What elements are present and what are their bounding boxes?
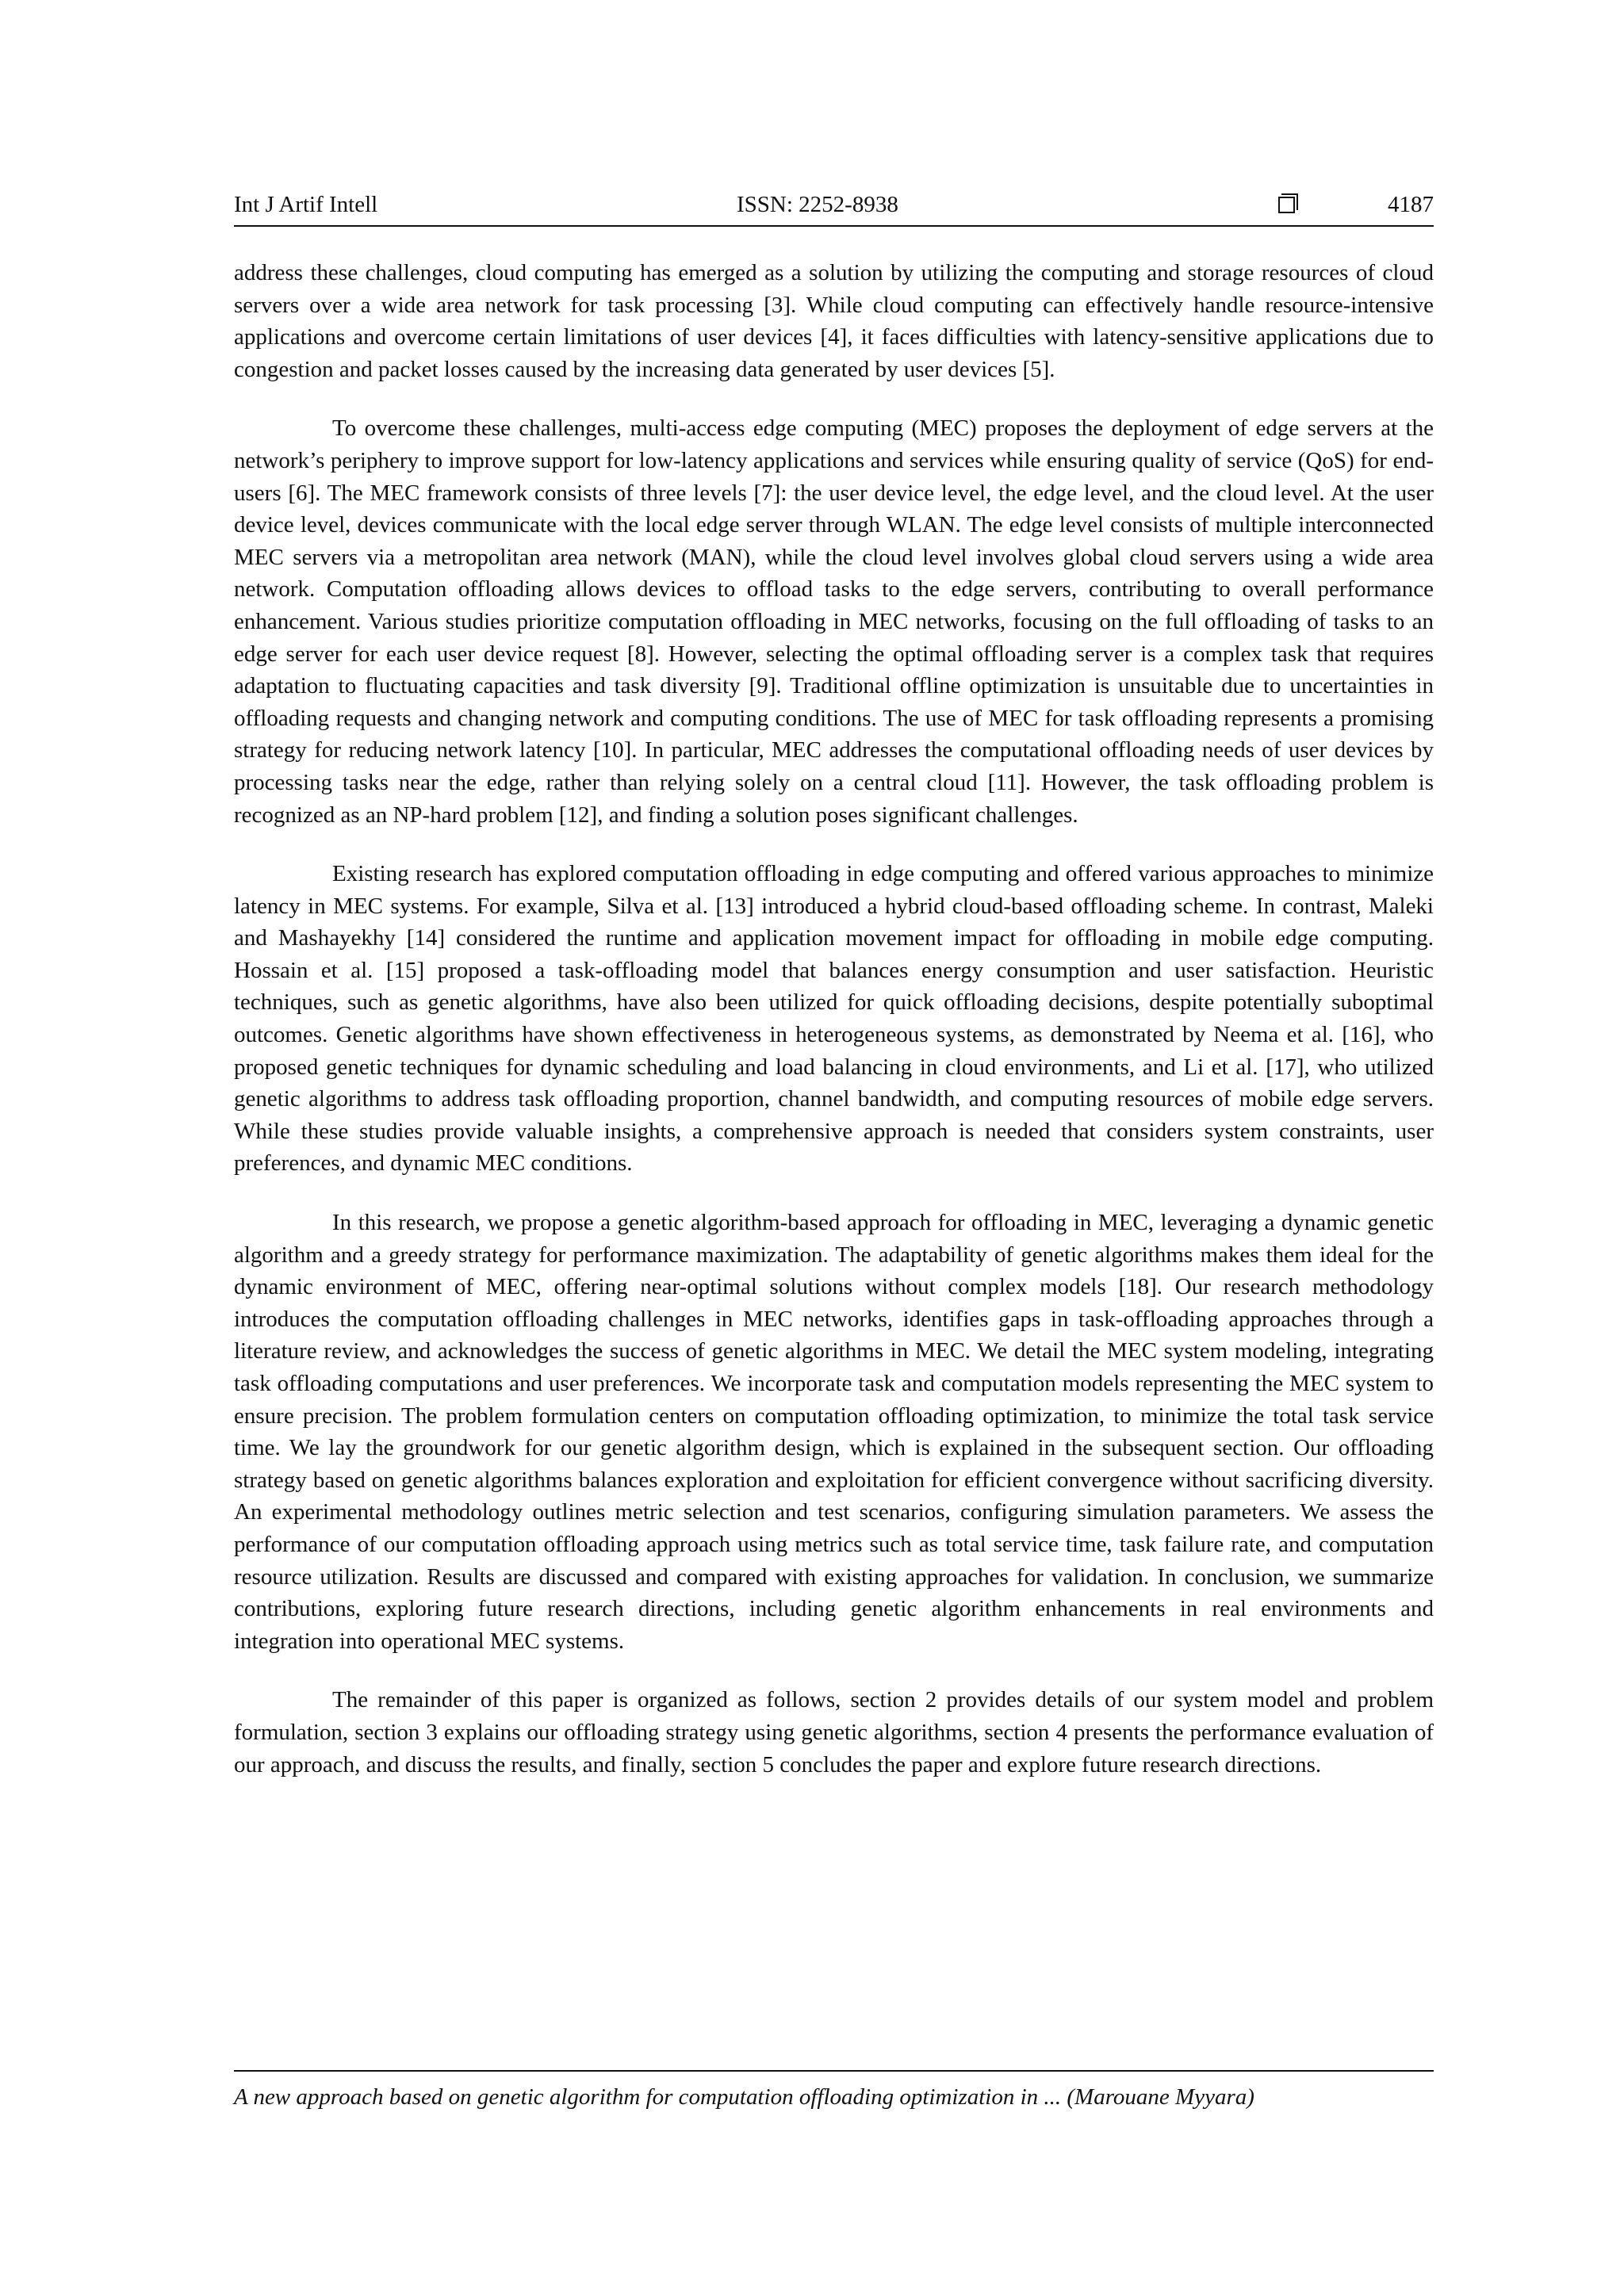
paragraph-4: In this research, we propose a genetic algorithm-based approach for offloading in MEC, leveraging a dynamic genetic algorithm and a greedy strategy for performance maximization. The adaptability of genetic algorithms makes them ideal for the dynamic environment of MEC, offering near-optimal solutions without complex models [18]. Our research methodology introduces the computation offloading challenges in MEC networks, identifies gaps in task-offloading approaches through a literature review, and acknowledges the success of genetic algorithms in MEC. We detail the MEC system modeling, integrating task offloading computations and user preferences. We incorporate task and computation models representing the MEC system to ensure precision. The problem formulation centers on computation offloading optimization, to minimize the total task service time. We lay the groundwork for our genetic algorithm design, which is explained in the subsequent section. Our offloading strategy based on genetic algorithms balances exploration and exploitation for efficient convergence without sacrificing diversity. An experimental methodology outlines metric selection and test scenarios, configuring simulation parameters. We assess the performance of our computation offloading approach using metrics such as total service time, task failure rate, and computation resource utilization. Results are discussed and compared with existing approaches for validation. In conclusion, we summarize contributions, exploring future research directions, including genetic algorithm enhancements in real environments and integration into operational MEC systems. — [234, 1210, 1434, 1654]
page-number: 4187 — [1388, 192, 1434, 217]
body-text — [234, 257, 1434, 1808]
box-icon — [1278, 197, 1295, 213]
running-footer: A new approach based on genetic algorithm for computation offloading optimization in ... (Marouane Myyara) — [234, 2070, 1434, 2111]
paragraph-3: Existing research has explored computation offloading in edge computing and offered various approaches to minimize latency in MEC systems. For example, Silva et al. [13] introduced a hybrid cloud-based offloading scheme. In contrast, Maleki and Mashayekhy [14] considered the runtime and application movement impact for offloading in mobile edge computing. Hossain et al. [15] proposed a task-offloading model that balances energy consumption and user satisfaction. Heuristic techniques, such as genetic algorithms, have also been utilized for quick offloading decisions, despite potentially suboptimal outcomes. Genetic algorithms have shown effectiveness in heterogeneous systems, as demonstrated by Neema et al. [16], who proposed genetic techniques for dynamic scheduling and load balancing in cloud environments, and Li et al. [17], who utilized genetic algorithms to address task offloading proportion, channel bandwidth, and computing resources of mobile edge servers. While these studies provide valuable insights, a comprehensive approach is needed that considers system constraints, user preferences, and dynamic MEC conditions. — [234, 861, 1434, 1177]
page — [234, 190, 1434, 1777]
journal-name: Int J Artif Intell — [234, 192, 378, 217]
running-header — [234, 190, 1434, 227]
paragraph-1: address these challenges, cloud computing has emerged as a solution by utilizing the computing and storage resources of cloud servers over a wide area network for task processing [3]. While cloud computing can effectively handle resource-intensive applications and overcome certain limitations of user devices [4], it faces difficulties with latency-sensitive applications due to congestion and packet losses caused by the increasing data generated by user devices [5]. — [234, 260, 1434, 382]
paragraph-2: To overcome these challenges, multi-access edge computing (MEC) proposes the deployment of edge servers at the network’s periphery to improve support for low-latency applications and services while ensuring quality of service (QoS) for end-users [6]. The MEC framework consists of three levels [7]: the user device level, the edge level, and the cloud level. At the user device level, devices communicate with the local edge server through WLAN. The edge level consists of multiple interconnected MEC servers via a metropolitan area network (MAN), while the cloud level involves global cloud servers using a wide area network. Computation offloading allows devices to offload tasks to the edge servers, contributing to overall performance enhancement. Various studies prioritize computation offloading in MEC networks, focusing on the full offloading of tasks to an edge server for each user device request [8]. However, selecting the optimal offloading server is a complex task that requires adaptation to fluctuating capacities and task diversity [9]. Traditional offline optimization is unsuitable due to uncertainties in offloading requests and changing network and computing conditions. The use of MEC for task offloading represents a promising strategy for reducing network latency [10]. In particular, MEC addresses the computational offloading needs of user devices by processing tasks near the edge, rather than relying solely on a central cloud [11]. However, the task offloading problem is recognized as an NP-hard problem [12], and finding a solution poses significant challenges. — [234, 415, 1434, 828]
issn: ISSN: 2252-8938 — [737, 192, 898, 217]
paragraph-5: The remainder of this paper is organized as follows, section 2 provides details of our system model and problem formulation, section 3 explains our offloading strategy using genetic algorithms, section 4 presents the performance evaluation of our approach, and discuss the results, and finally, section 5 concludes the paper and explore future research directions. — [234, 1687, 1434, 1777]
